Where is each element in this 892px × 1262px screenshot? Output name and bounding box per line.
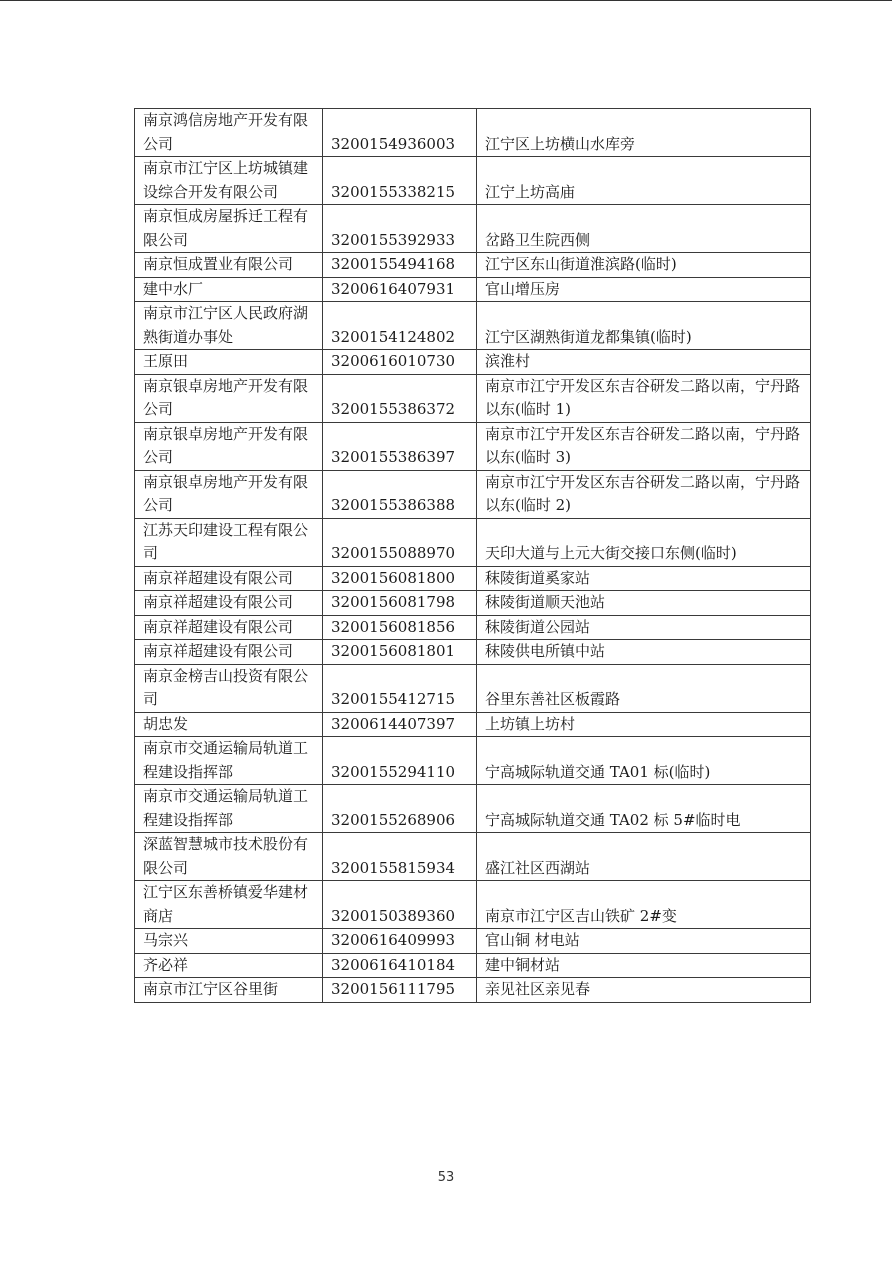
table-row: [135, 422, 811, 470]
table-row: [135, 157, 811, 205]
account-number-cell: 3200616407931: [323, 277, 477, 302]
table-row: [135, 374, 811, 422]
address-cell: 宁高城际轨道交通 TA02 标 5#临时电: [477, 785, 811, 833]
company-name-cell: 南京祥超建设有限公司: [135, 566, 323, 591]
account-number-cell: 3200155412715: [323, 664, 477, 712]
address-cell: 官山增压房: [477, 277, 811, 302]
table-row: [135, 712, 811, 737]
company-name-cell: 南京银卓房地产开发有限公司: [135, 374, 323, 422]
account-number-cell: 3200154124802: [323, 302, 477, 350]
table-row: [135, 737, 811, 785]
company-name-cell: 齐必祥: [135, 953, 323, 978]
company-name-cell: 南京市江宁区谷里街: [135, 978, 323, 1003]
address-cell: 秣陵街道奚家站: [477, 566, 811, 591]
address-cell: 秣陵供电所镇中站: [477, 640, 811, 665]
account-number-cell: 3200156081800: [323, 566, 477, 591]
address-cell: 滨淮村: [477, 350, 811, 375]
table-row: [135, 302, 811, 350]
table-row: [135, 881, 811, 929]
table-row: [135, 929, 811, 954]
account-number-cell: 3200156081801: [323, 640, 477, 665]
company-name-cell: 南京祥超建设有限公司: [135, 591, 323, 616]
account-number-cell: 3200155338215: [323, 157, 477, 205]
company-name-cell: 江苏天印建设工程有限公司: [135, 518, 323, 566]
company-name-cell: 王原田: [135, 350, 323, 375]
account-number-cell: 3200156081798: [323, 591, 477, 616]
page-number: 53: [437, 1170, 455, 1185]
records-table: [134, 108, 811, 1003]
account-number-cell: 3200155494168: [323, 253, 477, 278]
account-number-cell: 3200155268906: [323, 785, 477, 833]
account-number-cell: 3200155392933: [323, 205, 477, 253]
address-cell: 天印大道与上元大街交接口东侧(临时): [477, 518, 811, 566]
account-number-cell: 3200616409993: [323, 929, 477, 954]
company-name-cell: 胡忠发: [135, 712, 323, 737]
company-name-cell: 南京银卓房地产开发有限公司: [135, 422, 323, 470]
company-name-cell: 江宁区东善桥镇爱华建材商店: [135, 881, 323, 929]
account-number-cell: 3200155386372: [323, 374, 477, 422]
table-row: [135, 109, 811, 157]
account-number-cell: 3200155294110: [323, 737, 477, 785]
company-name-cell: 南京市交通运输局轨道工程建设指挥部: [135, 785, 323, 833]
company-name-cell: 马宗兴: [135, 929, 323, 954]
company-name-cell: 南京恒成置业有限公司: [135, 253, 323, 278]
table-row: [135, 518, 811, 566]
table-row: [135, 833, 811, 881]
table-row: [135, 350, 811, 375]
account-number-cell: 3200155386388: [323, 470, 477, 518]
address-cell: 宁高城际轨道交通 TA01 标(临时): [477, 737, 811, 785]
account-number-cell: 3200616010730: [323, 350, 477, 375]
table-row: [135, 664, 811, 712]
address-cell: 谷里东善社区板霞路: [477, 664, 811, 712]
address-cell: 南京市江宁区吉山铁矿 2#变: [477, 881, 811, 929]
company-name-cell: 南京市交通运输局轨道工程建设指挥部: [135, 737, 323, 785]
table-row: [135, 566, 811, 591]
address-cell: 江宁上坊高庙: [477, 157, 811, 205]
account-number-cell: 3200156111795: [323, 978, 477, 1003]
table-row: [135, 953, 811, 978]
table-row: [135, 785, 811, 833]
company-name-cell: 南京祥超建设有限公司: [135, 615, 323, 640]
table-row: [135, 253, 811, 278]
address-cell: 南京市江宁开发区东吉谷研发二路以南，宁丹路以东(临时 1): [477, 374, 811, 422]
table-row: [135, 615, 811, 640]
table-row: [135, 978, 811, 1003]
company-name-cell: 南京恒成房屋拆迁工程有限公司: [135, 205, 323, 253]
address-cell: 盛江社区西湖站: [477, 833, 811, 881]
table-row: [135, 205, 811, 253]
address-cell: 秣陵街道顺天池站: [477, 591, 811, 616]
address-cell: 亲见社区亲见春: [477, 978, 811, 1003]
company-name-cell: 南京银卓房地产开发有限公司: [135, 470, 323, 518]
account-number-cell: 3200616410184: [323, 953, 477, 978]
address-cell: 官山铜 材电站: [477, 929, 811, 954]
records-table-body: [135, 109, 811, 1003]
company-name-cell: 南京祥超建设有限公司: [135, 640, 323, 665]
address-cell: 南京市江宁开发区东吉谷研发二路以南，宁丹路以东(临时 3): [477, 422, 811, 470]
company-name-cell: 南京鸿信房地产开发有限公司: [135, 109, 323, 157]
account-number-cell: 3200614407397: [323, 712, 477, 737]
address-cell: 江宁区湖熟街道龙都集镇(临时): [477, 302, 811, 350]
account-number-cell: 3200150389360: [323, 881, 477, 929]
address-cell: 南京市江宁开发区东吉谷研发二路以南，宁丹路以东(临时 2): [477, 470, 811, 518]
address-cell: 建中铜材站: [477, 953, 811, 978]
company-name-cell: 南京市江宁区上坊城镇建设综合开发有限公司: [135, 157, 323, 205]
account-number-cell: 3200154936003: [323, 109, 477, 157]
account-number-cell: 3200155815934: [323, 833, 477, 881]
top-border-line: [0, 0, 892, 1]
company-name-cell: 建中水厂: [135, 277, 323, 302]
company-name-cell: 南京金榜吉山投资有限公司: [135, 664, 323, 712]
account-number-cell: 3200155088970: [323, 518, 477, 566]
address-cell: 秣陵街道公园站: [477, 615, 811, 640]
company-name-cell: 南京市江宁区人民政府湖熟街道办事处: [135, 302, 323, 350]
address-cell: 江宁区上坊横山水库旁: [477, 109, 811, 157]
account-number-cell: 3200155386397: [323, 422, 477, 470]
table-row: [135, 640, 811, 665]
account-number-cell: 3200156081856: [323, 615, 477, 640]
table-row: [135, 277, 811, 302]
address-cell: 江宁区东山街道淮滨路(临时): [477, 253, 811, 278]
address-cell: 上坊镇上坊村: [477, 712, 811, 737]
company-name-cell: 深蓝智慧城市技术股份有限公司: [135, 833, 323, 881]
table-row: [135, 591, 811, 616]
address-cell: 岔路卫生院西侧: [477, 205, 811, 253]
table-row: [135, 470, 811, 518]
